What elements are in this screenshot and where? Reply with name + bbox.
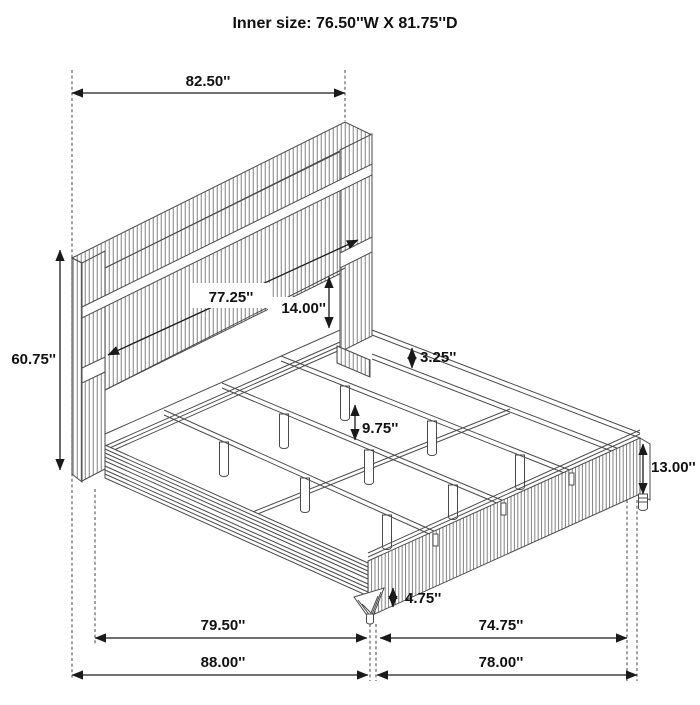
- dim-label: 14.00'': [281, 300, 326, 317]
- slat-leg: [365, 450, 374, 485]
- dim-label: 3.25'': [420, 349, 457, 366]
- slat-leg: [280, 414, 289, 449]
- dim-label: 78.00'': [478, 654, 524, 671]
- dim-label: 9.75'': [362, 420, 399, 437]
- slat-leg: [220, 442, 229, 477]
- dim-label: 4.75'': [405, 590, 442, 607]
- dim-label: 82.50'': [185, 73, 231, 90]
- dim-label: 60.75'': [11, 351, 56, 368]
- footboard-end-cap: [640, 438, 650, 500]
- diagram-title: Inner size: 76.50''W X 81.75''D: [232, 15, 458, 32]
- dim-label: 74.75'': [478, 617, 524, 634]
- slat-leg: [301, 478, 310, 513]
- dim-label: 88.00'': [200, 654, 246, 671]
- slat-leg: [428, 421, 437, 456]
- slat-leg: [341, 386, 350, 421]
- footboard-right-foot: [639, 494, 648, 511]
- dim-label: 79.50'': [200, 617, 246, 634]
- headboard-left-post-side: [72, 258, 82, 482]
- dim-label: 77.25'': [208, 289, 254, 306]
- dim-label: 13.00'': [651, 459, 696, 476]
